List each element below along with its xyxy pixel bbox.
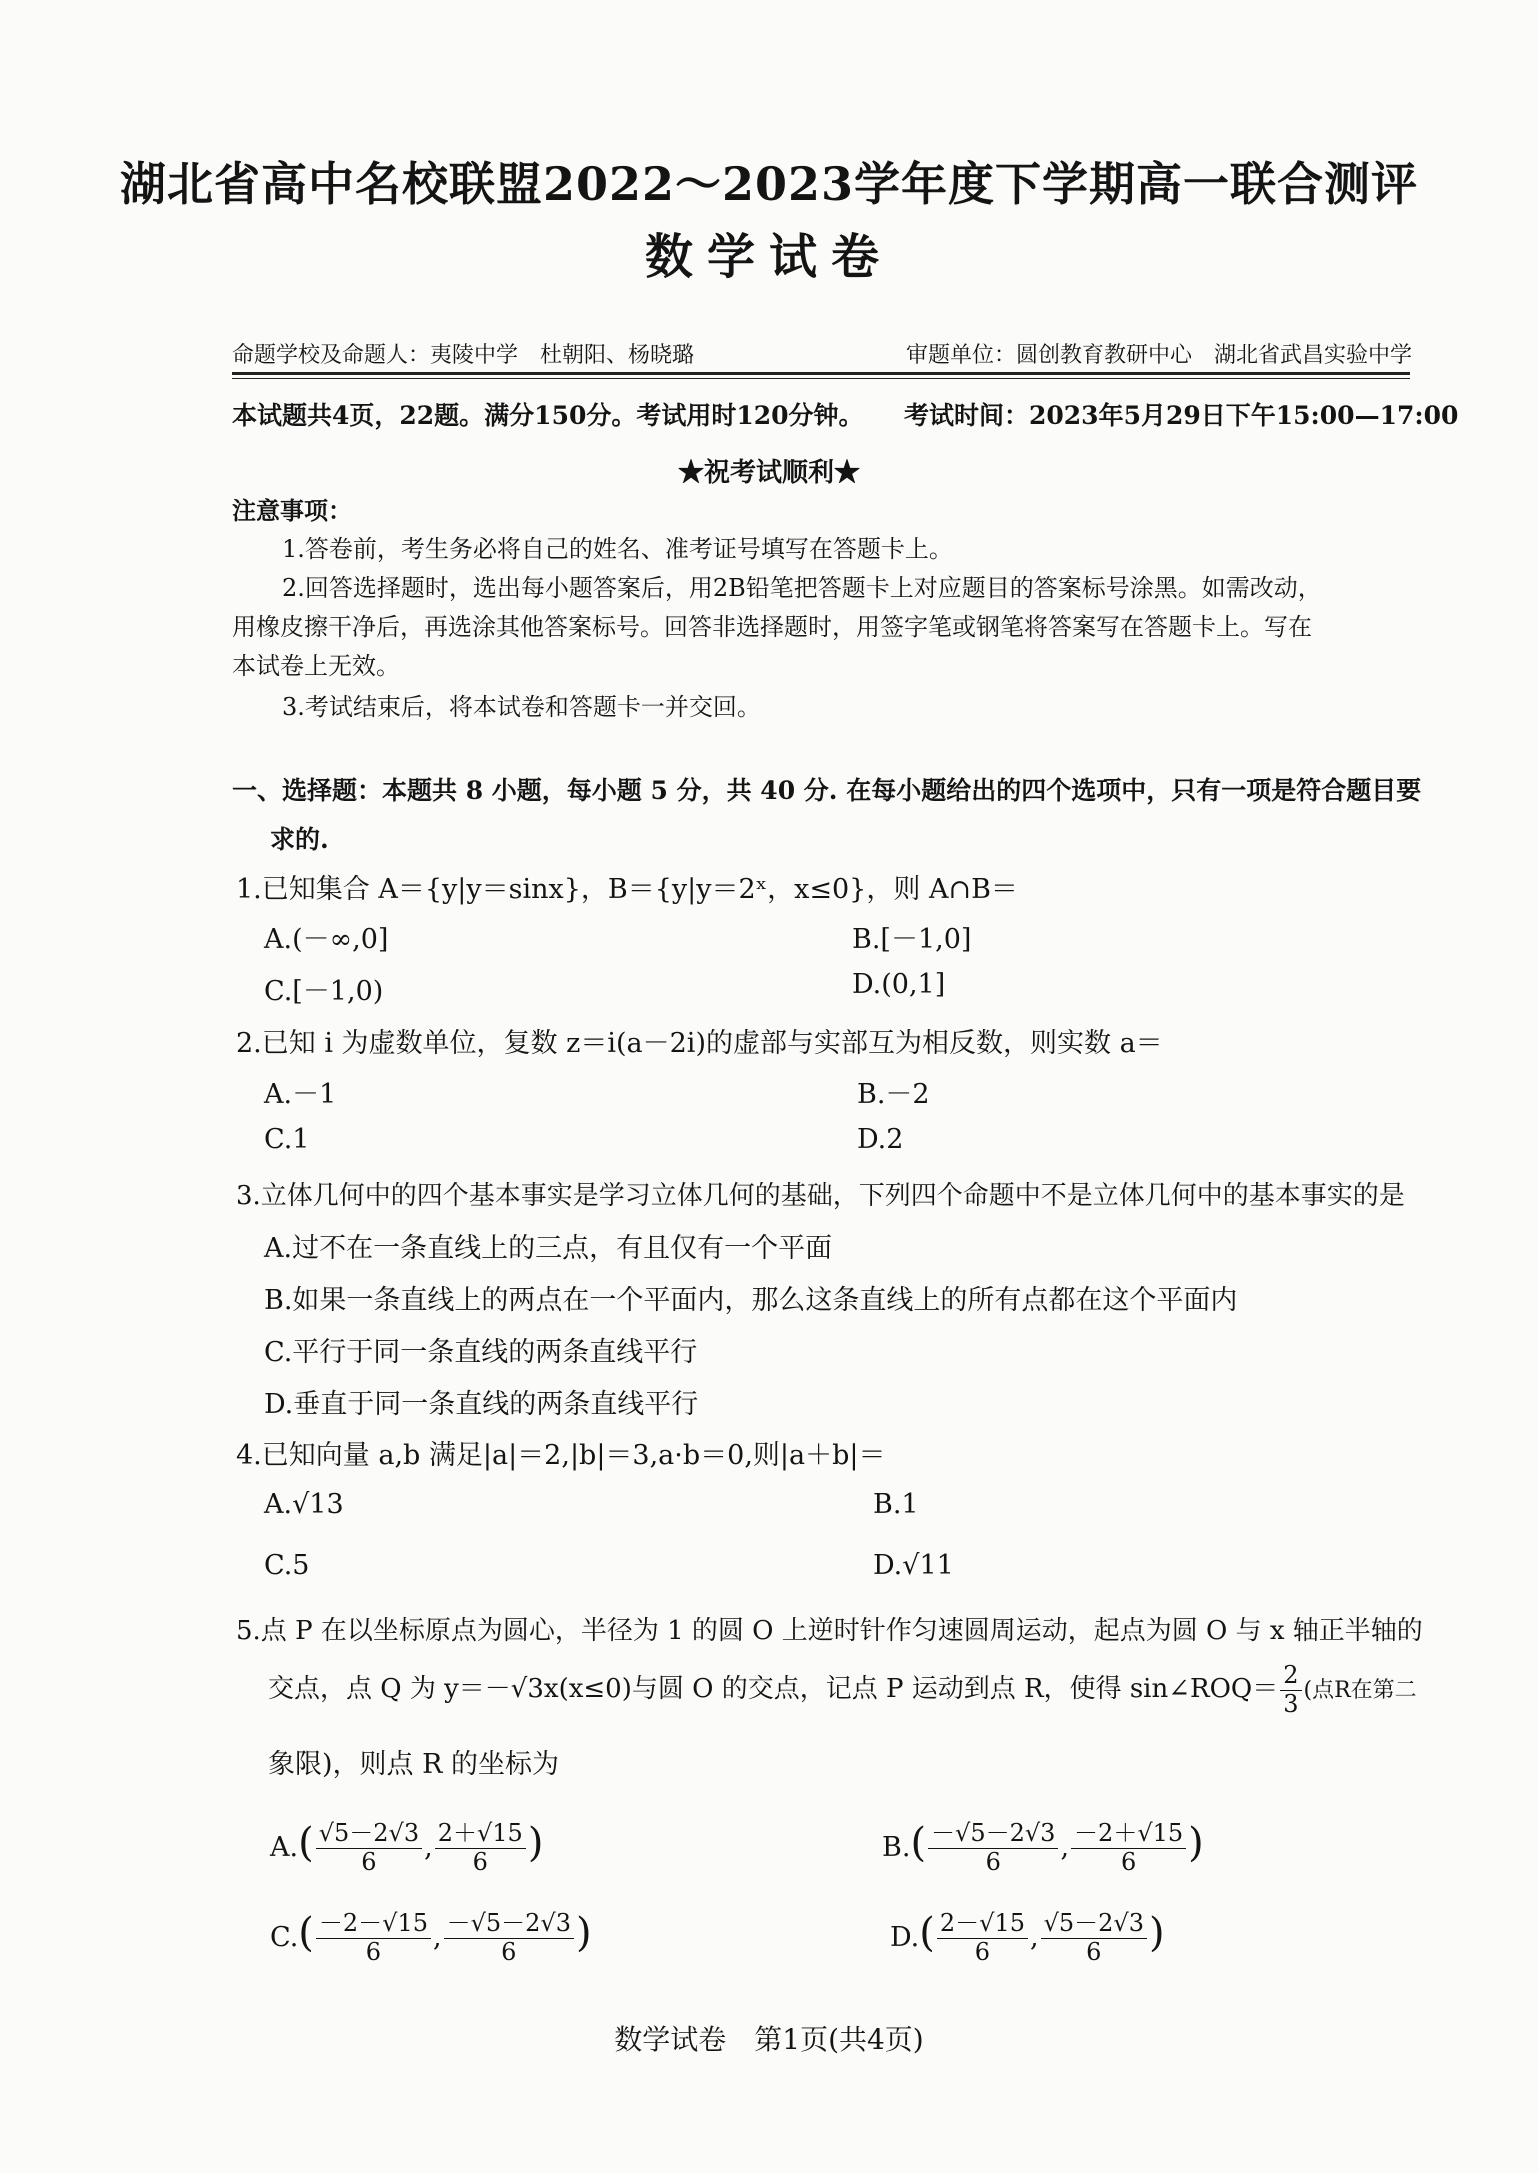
q5-d-y-num: √5－2√3 <box>1041 1910 1147 1939</box>
exam-subtitle: 数学试卷 <box>644 229 893 285</box>
q5-stem-line2-tail: (点R在第二 <box>1303 1678 1417 1704</box>
q5-d-x <box>937 1910 1028 1966</box>
q5-b-label: B. <box>882 1832 911 1863</box>
q5-b-y-den: 6 <box>1120 1848 1137 1876</box>
q5-a-y-num: 2＋√15 <box>435 1820 526 1849</box>
q5-c-x-num: －2－√15 <box>316 1910 431 1939</box>
q5-fraction <box>1280 1662 1301 1718</box>
q5-stem-line1: 5.点 P 在以坐标原点为圆心，半径为 1 的圆 O 上逆时针作匀速圆周运动，起点为圆 O 与 x 轴正半轴的 <box>236 1616 1423 1646</box>
section-heading-cont: 求的. <box>270 825 329 854</box>
q5-a-y-den: 6 <box>472 1848 488 1876</box>
q1-option-a: A.(－∞,0] <box>264 924 389 955</box>
header-rule-bottom <box>232 378 1410 379</box>
q3-option-b: B.如果一条直线上的两点在一个平面内，那么这条直线上的所有点都在这个平面内 <box>264 1285 1238 1316</box>
notice-item-2-cont: 用橡皮擦干净后，再选涂其他答案标号。回答非选择题时，用签字笔或钢笔将答案写在答题卡上。写在 <box>232 613 1312 641</box>
q3-stem: 3.立体几何中的四个基本事实是学习立体几何的基础，下列四个命题中不是立体几何中的基本事实的是 <box>236 1181 1405 1211</box>
q2-option-b: B.－2 <box>857 1079 930 1110</box>
good-luck-banner: ★祝考试顺利★ <box>677 458 860 488</box>
q5-a-y <box>435 1820 526 1876</box>
q4-stem: 4.已知向量 a,b 满足|a|＝2,|b|＝3,a·b＝0,则|a＋b|＝ <box>236 1440 886 1471</box>
q2-option-d: D.2 <box>857 1124 904 1155</box>
q5-stem-line3: 象限)，则点 R 的坐标为 <box>268 1749 560 1780</box>
notice-item-2-end: 本试卷上无效。 <box>232 652 400 680</box>
notice-item-1: 1.答卷前，考生务必将自己的姓名、准考证号填写在答题卡上。 <box>282 535 953 563</box>
q5-d-y-den: 6 <box>1086 1938 1102 1966</box>
q5-d-y <box>1041 1910 1147 1966</box>
q3-option-d: D.垂直于同一条直线的两条直线平行 <box>264 1389 699 1420</box>
q5-c-y <box>444 1910 574 1966</box>
q5-b-x-den: 6 <box>985 1848 1001 1876</box>
q5-a-x-num: √5－2√3 <box>316 1820 422 1849</box>
exam-title: 湖北省高中名校联盟2022～2023学年度下学期高一联合测评 <box>119 157 1419 211</box>
q5-c-x <box>316 1910 431 1966</box>
q5-c-y-den: 6 <box>501 1938 517 1966</box>
q5-b-x-num: －√5－2√3 <box>928 1820 1058 1849</box>
q5-a-label: A. <box>270 1832 299 1863</box>
reviewers-line: 审题单位：圆创教育教研中心 湖北省武昌实验中学 <box>906 343 1413 368</box>
q3-option-c: C.平行于同一条直线的两条直线平行 <box>264 1337 698 1368</box>
q5-frac-den: 3 <box>1283 1689 1299 1718</box>
q5-d-x-num: 2－√15 <box>937 1910 1028 1939</box>
q2-option-c: C.1 <box>264 1124 310 1155</box>
q5-a-x-den: 6 <box>361 1848 377 1876</box>
notice-item-2: 2.回答选择题时，选出每小题答案后，用2B铅笔把答题卡上对应题目的答案标号涂黑。如需改动， <box>282 574 1322 602</box>
page-footer: 数学试卷 第1页(共4页) <box>614 2023 924 2056</box>
q5-c-label: C. <box>270 1922 299 1953</box>
q5-b-y <box>1071 1820 1186 1876</box>
q1-stem: 1.已知集合 A＝{y|y＝sinx}，B＝{y|y＝2ˣ，x≤0}，则 A∩B＝ <box>236 874 1018 905</box>
q5-stem-line2-text: 交点，点 Q 为 y＝－√3x(x≤0)与圆 O 的交点，记点 P 运动到点 R，使得 sin∠ROQ＝ <box>268 1674 1279 1705</box>
q4-option-b: B.1 <box>873 1489 919 1520</box>
q5-option-b: B.( $\frac{-√5-2√3}{6}$ , $\frac{-2+√15}{6}$ ) <box>882 1819 1204 1876</box>
exam-time: 考试时间：2023年5月29日下午15:00—17:00 <box>904 401 1459 430</box>
q5-c-y-num: －√5－2√3 <box>444 1910 574 1939</box>
q5-option-c: C.( $\frac{-2-√15}{6}$ , $\frac{-√5-2√3}{6}$ ) <box>270 1909 592 1966</box>
notice-heading: 注意事项： <box>232 496 352 525</box>
q5-frac-num: 2 <box>1280 1662 1301 1691</box>
q5-b-y-num: －2＋√15 <box>1071 1820 1186 1849</box>
q4-option-d: D.√11 <box>873 1550 954 1581</box>
q5-option-a: A.( $\frac{√5-2√3}{6}$ , $\frac{2+√15}{6}$ ) <box>270 1819 544 1876</box>
q5-d-x-den: 6 <box>974 1938 991 1966</box>
q1-option-d: D.(0,1] <box>852 969 946 1000</box>
q1-option-b: B.[－1,0] <box>852 924 972 955</box>
q5-c-x-den: 6 <box>365 1938 382 1966</box>
notice-item-3: 3.考试结束后，将本试卷和答题卡一并交回。 <box>282 693 761 721</box>
q2-option-a: A.－1 <box>264 1079 337 1110</box>
q5-d-label: D. <box>890 1922 920 1953</box>
q4-option-c: C.5 <box>264 1550 310 1581</box>
q5-option-d: D.( $\frac{2-√15}{6}$ , $\frac{√5-2√3}{6}$ ) <box>890 1909 1165 1966</box>
q5-b-x <box>928 1820 1058 1876</box>
q2-stem: 2.已知 i 为虚数单位，复数 z＝i(a－2i)的虚部与实部互为相反数，则实数 a＝ <box>236 1028 1163 1059</box>
q3-option-a: A.过不在一条直线上的三点，有且仅有一个平面 <box>264 1233 833 1264</box>
q5-a-x <box>316 1820 422 1876</box>
q5-stem-line2 <box>268 1662 1417 1718</box>
section-heading: 一、选择题：本题共 8 小题，每小题 5 分，共 40 分. 在每小题给出的四个选项中，只有一项是符合题目要 <box>232 776 1422 805</box>
header-rule-top <box>232 372 1410 375</box>
q4-option-a: A.√13 <box>264 1489 344 1520</box>
exam-info-left: 本试题共4页，22题。满分150分。考试用时120分钟。 <box>232 401 864 430</box>
authors-line: 命题学校及命题人：夷陵中学 杜朝阳、杨晓璐 <box>232 343 695 368</box>
q1-option-c: C.[－1,0) <box>264 976 384 1007</box>
